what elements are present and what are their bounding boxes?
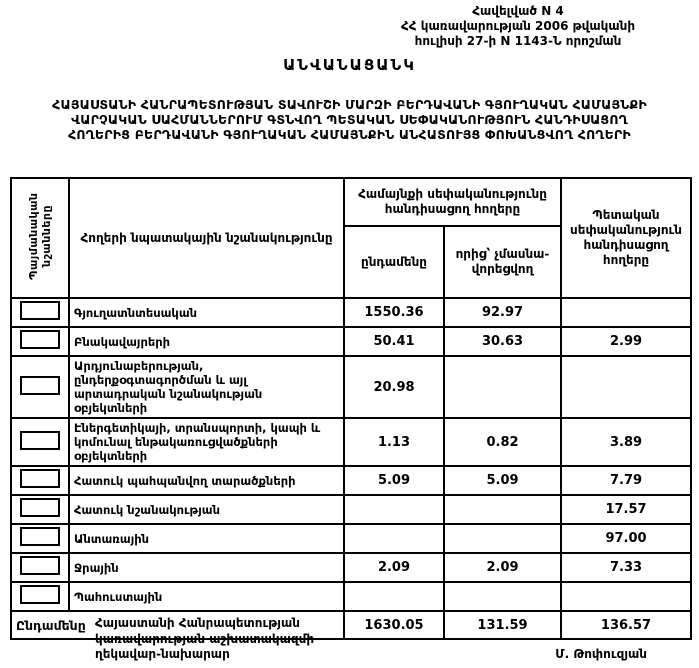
symbol-cell (11, 524, 69, 553)
table-row (11, 495, 691, 524)
symbol-cell (11, 495, 69, 524)
cell-state-property: 7.33 (561, 553, 691, 582)
row-label: Անտառային (69, 524, 344, 553)
cell-non-privatized: 0.82 (444, 418, 561, 466)
appendix-line: հուլիսի 27-ի N 1143-Ն որոշման (414, 34, 622, 48)
cell-non-privatized (444, 524, 561, 553)
header-state-property: Պետական սեփականություն հանդիսացող հողերը (561, 178, 691, 298)
cell-community-total (344, 495, 444, 524)
subtitle-line: ՀԱՅԱՍՏԱՆԻ ՀԱՆՐԱՊԵՏՈՒԹՅԱՆ ՏԱՎՈՒՇԻ ՄԱՐԶԻ ԲԵՐԴԱՎԱՆԻ ԳՅՈՒՂԱԿԱՆ ՀԱՄԱՅՆՔԻ (52, 97, 647, 112)
signer-title-line: Հայաստանի Հանրապետության (95, 616, 300, 630)
symbol-cell (11, 553, 69, 582)
row-label: Բնակավայրերի (69, 327, 344, 356)
cell-community-total: 1.13 (344, 418, 444, 466)
cell-community-total: 50.41 (344, 327, 444, 356)
table-row (11, 553, 691, 582)
cell-community-total: 2.09 (344, 553, 444, 582)
symbol-cell (11, 466, 69, 495)
signer-title-line: ղեկավար-նախարար (95, 647, 230, 661)
table-row (11, 327, 691, 356)
header-symbols-label: Պայմանական նշանները (27, 192, 53, 280)
cell-community-total: 5.09 (344, 466, 444, 495)
cell-state-property: 17.57 (561, 495, 691, 524)
header-symbols (11, 178, 69, 298)
cell-community-total: 20.98 (344, 356, 444, 418)
row-label: Ջրային (69, 553, 344, 582)
cell-non-privatized: 5.09 (444, 466, 561, 495)
row-label: Էներգետիկայի, տրանսպորտի, կապի և կոմունալ ենթակառուցվածքների օբյեկտների (69, 418, 344, 466)
cell-state-property (561, 582, 691, 611)
total-row-label: Ընդամենը (11, 611, 344, 639)
row-label: Հատուկ պահպանվող տարածքների (69, 466, 344, 495)
total-community: 1630.05 (344, 611, 444, 639)
symbol-checkbox (20, 498, 60, 517)
header-designation: Հողերի նպատակային նշանակությունը (69, 178, 344, 298)
symbol-checkbox (20, 431, 60, 450)
header-non-privatized: որից՝ չմասնա-վորեցվող (444, 226, 561, 298)
signature-block (95, 616, 647, 663)
appendix-line: Հավելված N 4 (472, 4, 564, 18)
cell-non-privatized (444, 356, 561, 418)
signer-name: Մ. Թոփուզյան (555, 647, 647, 661)
row-label: Գյուղատնտեսական (69, 298, 344, 327)
symbol-cell (11, 298, 69, 327)
table-row (11, 298, 691, 327)
symbol-checkbox (20, 301, 60, 320)
row-label: Հատուկ նշանակության (69, 495, 344, 524)
cell-state-property: 2.99 (561, 327, 691, 356)
cell-non-privatized: 30.63 (444, 327, 561, 356)
symbol-cell (11, 418, 69, 466)
cell-non-privatized (444, 582, 561, 611)
appendix-reference (363, 4, 673, 49)
appendix-line: ՀՀ կառավարության 2006 թվականի (400, 19, 636, 33)
symbol-checkbox (20, 585, 60, 604)
symbol-checkbox (20, 376, 60, 395)
row-label: Պահուստային (69, 582, 344, 611)
cell-state-property: 3.89 (561, 418, 691, 466)
subtitle-line: ՎԱՐՉԱԿԱՆ ՍԱՀՄԱՆՆԵՐՈՒՄ ԳՏՆՎՈՂ ՊԵՏԱԿԱՆ ՍԵՓԱԿԱՆՈՒԹՅՈՒՆ ՀԱՆԴԻՍԱՑՈՂ (71, 112, 628, 127)
table-row (11, 356, 691, 418)
symbol-checkbox (20, 556, 60, 575)
table-row (11, 466, 691, 495)
land-allocation-table (10, 177, 692, 640)
header-community-group: Համայնքի սեփականությունը հանդիսացող հողերը (344, 178, 561, 226)
signer-title-line: կառավարության աշխատակազմի (95, 631, 315, 646)
symbol-checkbox (20, 330, 60, 349)
signer-title (95, 616, 314, 663)
row-label: Արդյունաբերության, ընդերքօգտագործման և այլ արտադրական նշանակության օբյեկտների (69, 356, 344, 418)
table-row (11, 418, 691, 466)
symbol-cell (11, 356, 69, 418)
subtitle-line: ՀՈՂԵՐԻՑ ԲԵՐԴԱՎԱՆԻ ԳՅՈՒՂԱԿԱՆ ՀԱՄԱՅՆՔԻՆ ԱՆՀԱՏՈՒՅՑ ՓՈԽԱՆՑՎՈՂ ՀՈՂԵՐԻ (68, 127, 631, 142)
cell-non-privatized (444, 495, 561, 524)
total-state-property: 136.57 (561, 611, 691, 639)
cell-state-property (561, 356, 691, 418)
symbol-checkbox (20, 469, 60, 488)
document-subtitle (0, 97, 699, 142)
cell-community-total (344, 582, 444, 611)
document-title: ԱՆՎԱՆԱՑԱՆԿ (283, 56, 416, 74)
symbol-cell (11, 327, 69, 356)
symbol-checkbox (20, 527, 60, 546)
header-row-group (11, 178, 691, 226)
header-total: ընդամենը (344, 226, 444, 298)
table-row (11, 524, 691, 553)
cell-state-property: 97.00 (561, 524, 691, 553)
cell-state-property (561, 298, 691, 327)
symbol-cell (11, 582, 69, 611)
cell-community-total (344, 524, 444, 553)
table-row (11, 582, 691, 611)
cell-community-total: 1550.36 (344, 298, 444, 327)
cell-state-property: 7.79 (561, 466, 691, 495)
total-non-privatized: 131.59 (444, 611, 561, 639)
cell-non-privatized: 2.09 (444, 553, 561, 582)
cell-non-privatized: 92.97 (444, 298, 561, 327)
